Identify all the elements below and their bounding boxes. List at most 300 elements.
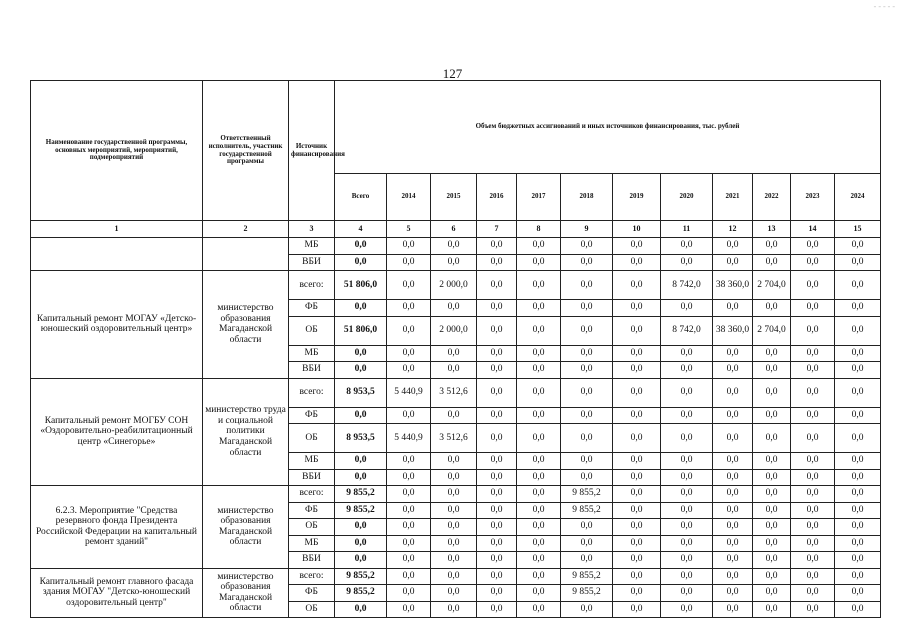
value-cell: 0,0 [713,469,753,486]
value-cell: 0,0 [753,238,791,255]
value-cell: 0,0 [387,362,431,379]
value-cell: 0,0 [835,424,881,453]
total-cell: 8 953,5 [335,424,387,453]
value-cell: 0,0 [477,601,517,618]
value-cell: 0,0 [477,254,517,271]
value-cell: 0,0 [561,424,613,453]
value-cell: 0,0 [753,585,791,602]
funding-source: МБ [289,535,335,552]
value-cell: 0,0 [791,519,835,536]
value-cell: 2 000,0 [431,316,477,345]
total-cell: 0,0 [335,238,387,255]
header-year: 2022 [753,174,791,221]
value-cell: 0,0 [561,469,613,486]
header-year: 2018 [561,174,613,221]
column-index: 6 [431,221,477,238]
header-year: 2021 [713,174,753,221]
value-cell: 0,0 [713,345,753,362]
value-cell: 0,0 [835,469,881,486]
total-cell: 8 953,5 [335,378,387,407]
total-cell: 0,0 [335,407,387,424]
value-cell: 0,0 [661,601,713,618]
value-cell: 0,0 [835,300,881,317]
value-cell: 0,0 [753,519,791,536]
value-cell: 0,0 [477,424,517,453]
value-cell: 0,0 [835,316,881,345]
value-cell: 0,0 [477,535,517,552]
value-cell: 0,0 [561,378,613,407]
funding-source: всего: [289,486,335,503]
header-source: Источник финансирования [289,81,335,221]
value-cell: 0,0 [517,535,561,552]
value-cell: 0,0 [791,345,835,362]
value-cell: 0,0 [477,407,517,424]
value-cell: 0,0 [713,407,753,424]
value-cell: 0,0 [661,585,713,602]
value-cell: 0,0 [791,362,835,379]
header-year: 2019 [613,174,661,221]
value-cell: 0,0 [517,519,561,536]
value-cell: 0,0 [835,535,881,552]
value-cell: 0,0 [561,601,613,618]
value-cell: 0,0 [753,407,791,424]
value-cell: 0,0 [613,362,661,379]
value-cell: 9 855,2 [561,486,613,503]
column-index: 14 [791,221,835,238]
value-cell: 0,0 [431,254,477,271]
value-cell: 0,0 [753,378,791,407]
responsible-executor: министерство труда и социальной политики Магаданской области [203,378,289,486]
value-cell: 0,0 [517,271,561,300]
value-cell: 0,0 [753,552,791,569]
value-cell: 0,0 [613,254,661,271]
value-cell: 0,0 [613,407,661,424]
value-cell: 0,0 [613,601,661,618]
value-cell: 0,0 [387,552,431,569]
value-cell: 0,0 [753,535,791,552]
header-responsible: Ответственный исполнитель, участник государственной программы [203,81,289,221]
funding-source: ВБИ [289,254,335,271]
value-cell: 0,0 [517,552,561,569]
value-cell: 0,0 [753,469,791,486]
value-cell: 2 704,0 [753,316,791,345]
value-cell: 0,0 [791,469,835,486]
value-cell: 0,0 [561,362,613,379]
header-year: 2023 [791,174,835,221]
value-cell: 5 440,9 [387,378,431,407]
value-cell: 0,0 [561,552,613,569]
value-cell: 0,0 [477,469,517,486]
column-index: 8 [517,221,561,238]
value-cell: 8 742,0 [661,271,713,300]
value-cell: 0,0 [613,453,661,470]
value-cell: 0,0 [477,345,517,362]
value-cell: 0,0 [661,362,713,379]
program-name: Капитальный ремонт МОГАУ «Детско-юношеский оздоровительный центр» [31,271,203,379]
value-cell: 0,0 [613,469,661,486]
value-cell: 0,0 [791,453,835,470]
header-year: Всего [335,174,387,221]
value-cell: 0,0 [835,585,881,602]
total-cell: 9 855,2 [335,502,387,519]
column-index: 12 [713,221,753,238]
value-cell: 0,0 [517,254,561,271]
funding-source: ФБ [289,502,335,519]
value-cell: 0,0 [753,424,791,453]
column-index: 3 [289,221,335,238]
value-cell: 0,0 [477,271,517,300]
value-cell: 0,0 [791,300,835,317]
value-cell: 0,0 [661,378,713,407]
value-cell: 0,0 [387,238,431,255]
value-cell: 0,0 [661,254,713,271]
program-name: Капитальный ремонт главного фасада здания МОГАУ "Детско-юношеский оздоровительный центр" [31,568,203,618]
funding-source: ВБИ [289,362,335,379]
value-cell: 0,0 [835,378,881,407]
value-cell: 0,0 [791,568,835,585]
value-cell: 0,0 [713,552,753,569]
column-index: 5 [387,221,431,238]
value-cell: 0,0 [613,585,661,602]
header-name: Наименование государственной программы, основных мероприятий, мероприятий, подмероприятий [31,81,203,221]
value-cell: 0,0 [431,300,477,317]
value-cell: 0,0 [835,486,881,503]
value-cell: 38 360,0 [713,271,753,300]
value-cell: 0,0 [661,519,713,536]
value-cell: 0,0 [517,424,561,453]
value-cell: 0,0 [791,254,835,271]
value-cell: 0,0 [661,424,713,453]
value-cell: 0,0 [713,519,753,536]
value-cell: 0,0 [517,568,561,585]
value-cell: 0,0 [387,486,431,503]
value-cell: 0,0 [835,407,881,424]
value-cell: 0,0 [431,407,477,424]
total-cell: 0,0 [335,300,387,317]
funding-source: ОБ [289,316,335,345]
value-cell: 0,0 [713,535,753,552]
value-cell: 0,0 [613,238,661,255]
value-cell: 0,0 [477,486,517,503]
value-cell: 0,0 [835,345,881,362]
value-cell: 0,0 [835,238,881,255]
total-cell: 51 806,0 [335,271,387,300]
value-cell: 0,0 [791,486,835,503]
value-cell: 0,0 [791,601,835,618]
value-cell: 0,0 [431,238,477,255]
corner-mark: - - - - - [873,2,895,11]
value-cell: 0,0 [477,362,517,379]
value-cell: 0,0 [517,345,561,362]
column-index: 11 [661,221,713,238]
value-cell: 0,0 [835,453,881,470]
value-cell: 0,0 [753,345,791,362]
value-cell: 0,0 [387,254,431,271]
value-cell: 0,0 [517,601,561,618]
value-cell: 0,0 [477,453,517,470]
total-cell: 0,0 [335,345,387,362]
value-cell: 0,0 [713,568,753,585]
header-year: 2014 [387,174,431,221]
value-cell: 0,0 [613,316,661,345]
value-cell: 0,0 [661,552,713,569]
value-cell: 0,0 [561,300,613,317]
value-cell: 0,0 [753,568,791,585]
header-year: 2016 [477,174,517,221]
value-cell: 0,0 [791,535,835,552]
value-cell: 0,0 [713,238,753,255]
funding-source: всего: [289,378,335,407]
value-cell: 0,0 [517,453,561,470]
value-cell: 0,0 [753,300,791,317]
funding-source: ОБ [289,519,335,536]
value-cell: 0,0 [561,535,613,552]
value-cell: 0,0 [835,254,881,271]
value-cell: 0,0 [561,407,613,424]
value-cell: 0,0 [661,502,713,519]
program-name: Капитальный ремонт МОГБУ СОН «Оздоровительно-реабилитационный центр «Синегорье» [31,378,203,486]
value-cell: 0,0 [517,378,561,407]
value-cell: 0,0 [713,254,753,271]
value-cell: 0,0 [753,362,791,379]
value-cell: 0,0 [713,453,753,470]
value-cell: 0,0 [387,453,431,470]
value-cell: 0,0 [517,486,561,503]
value-cell: 0,0 [835,519,881,536]
value-cell: 0,0 [517,585,561,602]
responsible-executor: министерство образования Магаданской области [203,568,289,618]
value-cell: 0,0 [791,552,835,569]
value-cell: 0,0 [835,502,881,519]
value-cell: 0,0 [517,502,561,519]
table-row [31,238,881,255]
value-cell: 0,0 [431,585,477,602]
value-cell: 0,0 [835,271,881,300]
value-cell: 0,0 [661,300,713,317]
value-cell: 0,0 [753,453,791,470]
value-cell: 0,0 [477,568,517,585]
value-cell: 0,0 [713,378,753,407]
table-row [31,271,881,300]
value-cell: 0,0 [431,453,477,470]
value-cell: 0,0 [387,300,431,317]
value-cell: 0,0 [517,362,561,379]
value-cell: 38 360,0 [713,316,753,345]
total-cell: 9 855,2 [335,568,387,585]
value-cell: 0,0 [791,378,835,407]
value-cell: 9 855,2 [561,585,613,602]
value-cell: 0,0 [753,254,791,271]
value-cell: 0,0 [561,271,613,300]
value-cell: 0,0 [713,601,753,618]
value-cell: 3 512,6 [431,378,477,407]
value-cell: 0,0 [561,345,613,362]
value-cell: 0,0 [753,486,791,503]
total-cell: 9 855,2 [335,486,387,503]
value-cell: 0,0 [477,585,517,602]
value-cell: 0,0 [613,519,661,536]
column-index: 9 [561,221,613,238]
value-cell: 0,0 [661,345,713,362]
budget-table [30,80,881,618]
column-index: 7 [477,221,517,238]
funding-source: ФБ [289,585,335,602]
value-cell: 0,0 [613,535,661,552]
value-cell: 0,0 [613,378,661,407]
value-cell: 0,0 [661,469,713,486]
value-cell: 0,0 [561,238,613,255]
total-cell: 9 855,2 [335,585,387,602]
value-cell: 0,0 [387,407,431,424]
value-cell: 5 440,9 [387,424,431,453]
value-cell: 9 855,2 [561,502,613,519]
funding-source: всего: [289,568,335,585]
value-cell: 0,0 [477,552,517,569]
header-year: 2015 [431,174,477,221]
total-cell: 51 806,0 [335,316,387,345]
funding-source: ФБ [289,407,335,424]
value-cell: 0,0 [835,568,881,585]
table-row [31,378,881,407]
value-cell: 0,0 [431,486,477,503]
funding-source: МБ [289,453,335,470]
value-cell: 0,0 [791,238,835,255]
value-cell: 0,0 [387,568,431,585]
funding-source: ОБ [289,601,335,618]
funding-source: МБ [289,238,335,255]
header-year: 2020 [661,174,713,221]
value-cell: 0,0 [613,552,661,569]
value-cell: 0,0 [387,601,431,618]
value-cell: 0,0 [713,300,753,317]
column-index: 10 [613,221,661,238]
value-cell: 0,0 [791,585,835,602]
value-cell: 0,0 [791,407,835,424]
program-name [31,238,203,271]
funding-source: всего: [289,271,335,300]
value-cell: 0,0 [835,601,881,618]
value-cell: 0,0 [431,568,477,585]
value-cell: 3 512,6 [431,424,477,453]
value-cell: 9 855,2 [561,568,613,585]
value-cell: 0,0 [713,362,753,379]
value-cell: 0,0 [387,469,431,486]
total-cell: 0,0 [335,469,387,486]
value-cell: 0,0 [431,535,477,552]
value-cell: 0,0 [387,345,431,362]
value-cell: 0,0 [661,407,713,424]
value-cell: 2 704,0 [753,271,791,300]
header-year: 2017 [517,174,561,221]
value-cell: 0,0 [477,519,517,536]
table-row [31,486,881,503]
value-cell: 0,0 [835,362,881,379]
column-index: 4 [335,221,387,238]
value-cell: 0,0 [791,424,835,453]
value-cell: 0,0 [613,345,661,362]
value-cell: 0,0 [561,453,613,470]
value-cell: 0,0 [791,316,835,345]
responsible-executor [203,238,289,271]
total-cell: 0,0 [335,254,387,271]
value-cell: 0,0 [477,502,517,519]
value-cell: 0,0 [613,568,661,585]
funding-source: МБ [289,345,335,362]
value-cell: 0,0 [561,254,613,271]
value-cell: 0,0 [387,502,431,519]
value-cell: 0,0 [431,345,477,362]
value-cell: 0,0 [713,424,753,453]
value-cell: 0,0 [431,601,477,618]
value-cell: 0,0 [713,585,753,602]
value-cell: 0,0 [387,585,431,602]
value-cell: 0,0 [613,300,661,317]
column-index: 1 [31,221,203,238]
table-row [31,568,881,585]
column-index: 13 [753,221,791,238]
value-cell: 0,0 [661,453,713,470]
value-cell: 0,0 [713,486,753,503]
value-cell: 0,0 [517,238,561,255]
value-cell: 0,0 [713,502,753,519]
value-cell: 8 742,0 [661,316,713,345]
value-cell: 0,0 [517,407,561,424]
total-cell: 0,0 [335,601,387,618]
program-name: 6.2.3. Мероприятие "Средства резервного фонда Президента Российской Федерации на капитальный ремонт зданий" [31,486,203,569]
value-cell: 0,0 [387,519,431,536]
header-year: 2024 [835,174,881,221]
column-index: 2 [203,221,289,238]
total-cell: 0,0 [335,362,387,379]
value-cell: 0,0 [661,568,713,585]
column-index: 15 [835,221,881,238]
total-cell: 0,0 [335,552,387,569]
value-cell: 0,0 [835,552,881,569]
value-cell: 0,0 [431,362,477,379]
value-cell: 0,0 [431,519,477,536]
funding-source: ОБ [289,424,335,453]
value-cell: 0,0 [477,378,517,407]
value-cell: 0,0 [613,424,661,453]
value-cell: 0,0 [477,316,517,345]
value-cell: 0,0 [661,238,713,255]
value-cell: 0,0 [431,469,477,486]
funding-source: ВБИ [289,552,335,569]
total-cell: 0,0 [335,535,387,552]
responsible-executor: министерство образования Магаданской области [203,271,289,379]
value-cell: 0,0 [561,519,613,536]
value-cell: 0,0 [753,601,791,618]
value-cell: 0,0 [517,469,561,486]
value-cell: 0,0 [517,300,561,317]
value-cell: 0,0 [477,238,517,255]
value-cell: 0,0 [387,271,431,300]
value-cell: 0,0 [753,502,791,519]
value-cell: 0,0 [431,502,477,519]
value-cell: 0,0 [387,535,431,552]
page-number: 127 [442,66,463,81]
value-cell: 0,0 [561,316,613,345]
value-cell: 0,0 [613,486,661,503]
value-cell: 0,0 [791,271,835,300]
value-cell: 0,0 [613,271,661,300]
value-cell: 0,0 [387,316,431,345]
value-cell: 0,0 [661,486,713,503]
value-cell: 0,0 [431,552,477,569]
value-cell: 0,0 [517,316,561,345]
total-cell: 0,0 [335,519,387,536]
total-cell: 0,0 [335,453,387,470]
